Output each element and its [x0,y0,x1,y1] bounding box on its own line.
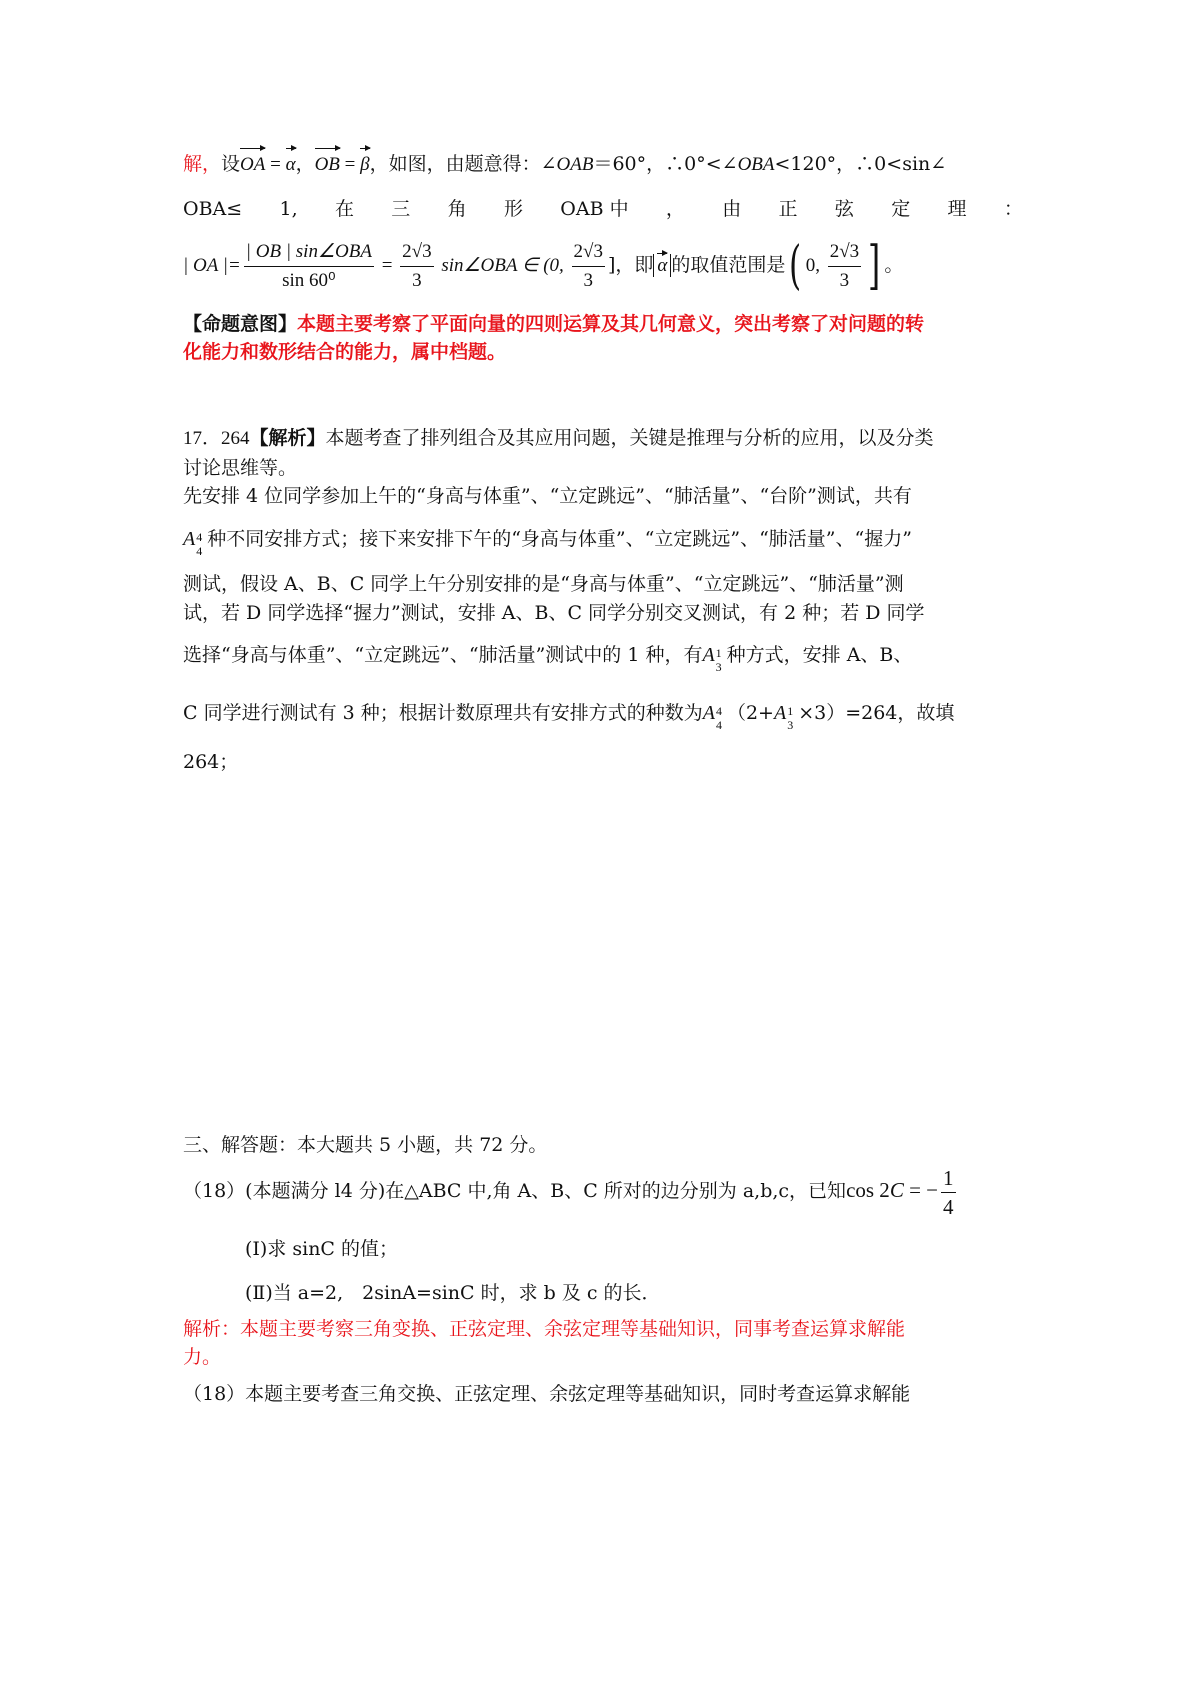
denominator: 3 [412,269,422,291]
vector-arrow [360,148,369,151]
word: 定 [891,198,911,220]
q18-statement [183,1160,959,1220]
q18-part-2: (Ⅱ)当 a=2, 2sinA=sinC 时，求 b 及 c 的长． [245,1282,661,1304]
denominator: 3 [583,269,593,291]
q17-text: 种方式，安排 A、B、 [726,644,913,666]
period: 。 [884,254,904,276]
text-angle-range: ＝60°，∴0°<∠ [593,153,738,175]
word: OAB 中 [560,198,629,220]
denominator: 3 [839,269,850,291]
intent-line-2: 化能力和数形结合的能力，属中档题。 [183,341,507,363]
vector-oa: OA [240,150,265,180]
perm-symbol: A [702,702,715,724]
word: 形 [503,198,523,220]
fraction-2sqrt3-over-3 [828,238,861,295]
var-c: C [889,1178,904,1202]
solution-16-line-1 [183,149,946,180]
q17-text: C 同学进行测试有 3 种；根据计数原理共有安排方式的种数为 [183,702,703,724]
q18-text: （18）(本题满分 l4 分)在△ABC 中,角 A、B、C 所对的边分别为 a,b,c，已知 [183,1180,847,1202]
text-ji: ]，即 [607,254,654,276]
perm-indices: 1 3 [787,704,794,732]
word: 在 [334,198,354,220]
solution-16-line-2 [183,194,1023,224]
word: 理 [947,198,967,220]
denominator: sin 60⁰ [282,269,336,291]
vector-arrow [315,148,340,151]
numerator: | OB | sin∠OBA [244,238,374,267]
intent-line-1 [183,309,924,339]
word: 弦 [834,198,854,220]
equals-sign: = [265,154,286,175]
vector-alpha: α [286,150,296,180]
right-bracket: ] [868,236,881,296]
numerator: 2√3 [400,238,433,267]
q17-text: ×3）=264，故填 [798,702,955,724]
q17-line-8 [183,698,955,732]
solution-16-formula [183,236,903,300]
vector-arrow [657,253,667,256]
q17-line-7 [183,640,913,674]
word: OBA≤ [183,198,243,220]
equals-sign: = [376,255,398,276]
q18-part-1: (I)求 sinC 的值； [245,1238,399,1260]
vector-arrow [240,148,265,151]
text-set: 设 [221,153,241,175]
q17-line-2: 讨论思维等。 [183,457,298,479]
left-paren: ( [789,236,802,296]
sin-oba-in: sin∠OBA ∈ (0, [436,255,569,276]
text-sin-range: <120°，∴0<sin∠ [774,153,947,175]
fraction-2sqrt3-over-3 [572,238,605,295]
cos-2c: cos 2 [846,1178,890,1202]
perm-symbol: A [702,644,715,666]
q17-line-6: 试，若 D 同学选择“握力”测试，安排 A、B、C 同学分别交叉测试，有 2 种；若 D 同学 [183,602,925,624]
q18-analysis-line-2: 力。 [183,1346,222,1368]
q17-line-9: 264； [183,751,239,773]
numerator: 2√3 [572,238,605,267]
word: ： [1003,198,1023,220]
q18-analysis-line-1: 解析：本题主要考察三角变换、正弦定理、余弦定理等基础知识，同事考查运算求解能 [183,1318,906,1340]
fraction-law-of-sines [244,238,374,295]
comma: ， [295,153,315,175]
intent-tag: 【命题意图】 [183,313,298,335]
denominator: 4 [943,1194,954,1219]
vector-arrow [286,148,296,151]
vector-alpha: α [657,255,668,276]
q17-text: 本题考查了排列组合及其应用问题，关键是推理与分析的应用，以及分类 [325,427,934,449]
q17-line-1 [183,423,934,454]
q17-text: 种不同安排方式；接下来安排下午的“身高与体重”、“立定跳远”、“肺活量”、“握力” [207,528,912,550]
q17-text: 选择“身高与体重”、“立定跳远”、“肺活量”测试中的 1 种，有 [183,644,703,666]
q17-line-3: 先安排 4 位同学参加上午的“身高与体重”、“立定跳远”、“肺活量”、“台阶”测试，共有 [183,485,912,507]
angle-oab: OAB [556,154,594,175]
word: 角 [447,198,467,220]
perm-indices: 4 4 [196,530,203,558]
q17-answer: 17．264 [183,428,250,449]
vector-beta: β [360,150,369,180]
angle-oba: OBA [737,154,775,175]
fraction-one-quarter [941,1164,956,1221]
perm-indices: 1 3 [715,646,722,674]
q17-text: （2+ [726,702,774,724]
q17-line-4 [183,524,912,558]
perm-indices: 4 4 [715,704,722,732]
q17-line-5: 测试，假设 A、B、C 同学上午分别安排的是“身高与体重”、“立定跳远”、“肺活量”测 [183,573,904,595]
q18-solution-line-1: （18）本题主要考查三角交换、正弦定理、余弦定理等基础知识，同时考查运算求解能 [183,1383,911,1405]
word: ， [665,198,685,220]
solution-label: 解， [183,153,222,175]
equals-minus: = − [903,1178,939,1202]
fraction-2sqrt3-over-3 [400,238,433,295]
word: 正 [778,198,798,220]
abs-oa: | OA |= [183,255,241,276]
word: 1, [279,198,298,220]
vector-ob: OB [315,150,340,180]
part3-heading: 三、解答题：本大题共 5 小题，共 72 分。 [183,1134,548,1156]
interval-start: 0, [805,255,825,276]
numerator: 2√3 [828,238,861,267]
text-angle-intro: ，如图，由题意得：∠ [369,153,557,175]
word: 三 [391,198,411,220]
numerator: 1 [941,1164,956,1193]
intent-text: 本题主要考察了平面向量的四则运算及其几何意义，突出考察了对问题的转 [297,313,925,335]
word: 由 [722,198,742,220]
perm-symbol: A [183,528,196,550]
perm-symbol: A [773,702,787,724]
equals-sign: = [339,154,361,175]
text-range: 的取值范围是 [671,254,786,276]
abs-alpha [653,254,671,277]
q17-tag: 【解析】 [249,427,326,449]
